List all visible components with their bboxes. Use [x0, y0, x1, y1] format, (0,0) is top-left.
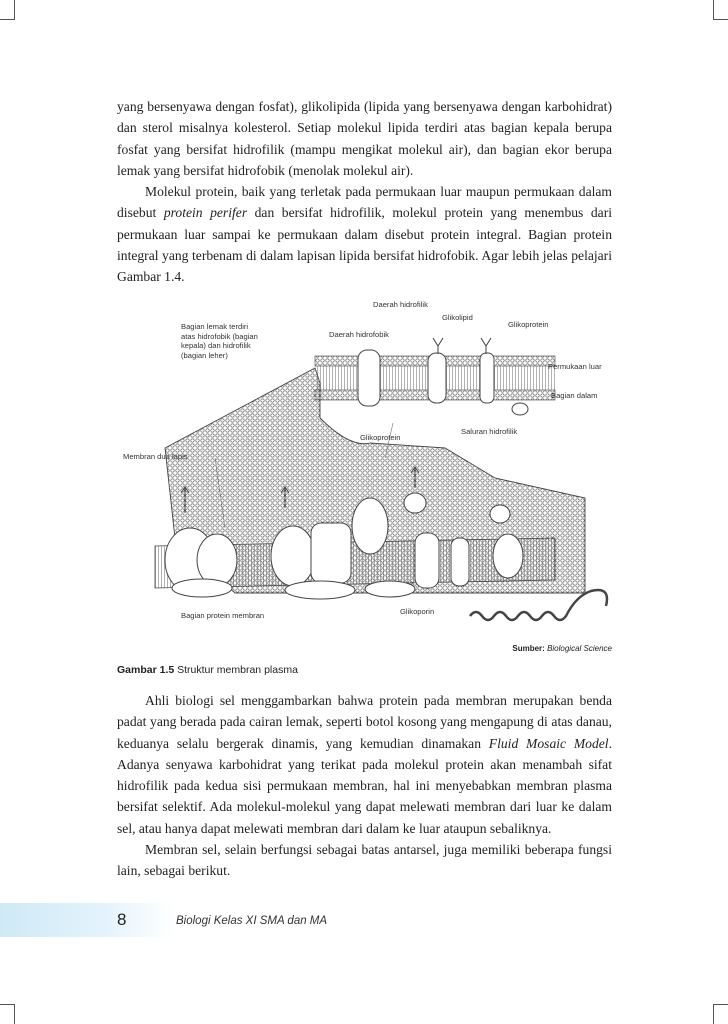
paragraph: Membran sel, selain berfungsi sebagai batas antarsel, juga memiliki beberapa fungsi lain, sebagai berikut. [117, 842, 612, 879]
term-protein-perifer: protein perifer [163, 205, 248, 221]
crop-mark [14, 0, 15, 20]
caption-number: Gambar 1.5 [117, 664, 175, 676]
source-label: Sumber: [512, 644, 545, 653]
label-bagian-protein-membran: Bagian protein membran [181, 611, 265, 620]
inset-bilayer [315, 338, 555, 415]
footer-bar [0, 903, 175, 937]
label-daerah-hidrofilik: Daerah hidrofilik [373, 300, 428, 309]
membrane-figure [115, 298, 615, 658]
crop-mark [14, 1004, 15, 1024]
crop-mark [713, 1004, 714, 1024]
label-glikoporin: Glikoporin [400, 607, 435, 616]
crop-mark [713, 0, 714, 20]
figure-source [512, 644, 612, 653]
label-saluran-hidrofilik: Saluran hidrofilik [461, 427, 518, 436]
paragraph: yang bersenyawa dengan fosfat), glikolipida (lipida yang bersenyawa dengan karbohidrat) dan sterol misalnya kolesterol. Setiap molekul lipida terdiri atas bagian kepala berupa fosfat yang bersifat hidrofilik (mampu mengikat molekul air), dan bagian ekor berupa lemak yang bersifat hidrofobik (menolak molekul air). [117, 99, 612, 178]
label-daerah-hidrofobik: Daerah hidrofobik [329, 330, 389, 339]
text-run: . Adanya senyawa karbohidrat yang terikat pada molekul protein akan menambah sifat hidrofilik pada kedua sisi permukaan membran, hal ini menyebabkan membran plasma bersifat selektif. Ada molekul-molekul yang dapat melewati membran dari luar ke dalam sel, atau hanya dapat melewati membran dari dalam ke luar ataupun sebaliknya. [117, 735, 612, 836]
text-run: Ahli biologi sel menggambarkan bahwa protein pada membran merupakan benda padat yang berada pada cairan lemak, seperti botol kosong yang mengapung di atas danau, keduanya selalu bergerak dinamis, yang kemudian dinamakan [117, 693, 612, 751]
label-glikoprotein-mid: Glikoprotein [360, 433, 401, 442]
label-glikolipid: Glikolipid [442, 313, 473, 322]
term-fluid-mosaic-model: Fluid Mosaic Model [488, 735, 609, 751]
crop-mark [0, 19, 14, 20]
text-run: Molekul protein, baik yang terletak pada permukaan luar maupun permukaan dalam disebut [117, 184, 612, 221]
crop-mark [714, 1004, 728, 1005]
book-title: Biologi Kelas XI SMA dan MA [176, 915, 328, 927]
label-glikoprotein: Glikoprotein [508, 320, 549, 329]
page-number: 8 [117, 910, 127, 929]
body-text-bottom [117, 690, 612, 882]
label-bagian-dalam: Bagian dalam [551, 391, 598, 400]
paragraph [117, 690, 612, 839]
label-permukaan-luar: Permukaan luar [548, 362, 602, 371]
crop-mark [714, 19, 728, 20]
text-run: dan bersifat hidrofilik, molekul protein yang menembus dari permukaan luar sampai ke permukaan dalam disebut protein integral. Bagian protein integral yang terbenam di dalam lapisan lipida bersifat hidrofobik. Agar lebih jelas pelajari Gambar 1.4. [117, 205, 612, 285]
label-bagian-lemak: Bagian lemak terdiri atas hidrofobik (bagian kepala) dan hidrofilik (bagian leher) [181, 322, 258, 360]
membrane-sheet [155, 368, 607, 620]
source-value: Biological Science [547, 644, 612, 653]
label-membran-dua-lapis: Membran dua lapis [123, 452, 188, 461]
paragraph [117, 181, 612, 287]
caption-text: Struktur membran plasma [177, 664, 298, 676]
crop-mark [0, 1004, 14, 1005]
figure-caption [117, 664, 298, 676]
body-text-top [117, 96, 612, 288]
